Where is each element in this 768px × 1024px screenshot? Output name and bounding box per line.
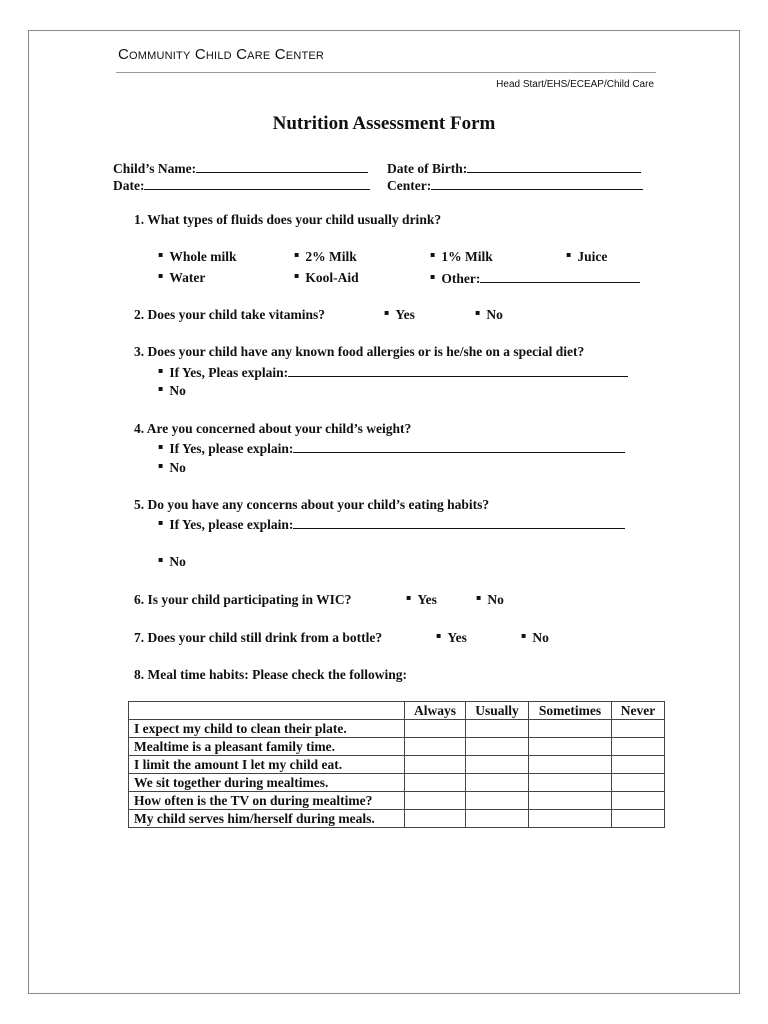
programs-line: Head Start/EHS/ECEAP/Child Care: [496, 79, 654, 90]
q6-label: 6. Is your child participating in WIC?: [134, 592, 352, 607]
table-header-blank: [129, 702, 405, 720]
q5-explain-line[interactable]: [293, 516, 625, 529]
q4-explain-option[interactable]: ▪ If Yes, please explain:: [158, 440, 625, 457]
table-row: [129, 756, 665, 774]
q5-no-option[interactable]: ▪ No: [158, 554, 186, 569]
q6-no-option[interactable]: ▪ No: [476, 592, 504, 607]
q3-no-option[interactable]: ▪ No: [158, 383, 186, 398]
dob-field[interactable]: [387, 160, 641, 177]
q1-option-2pct-milk[interactable]: ▪ 2% Milk: [294, 249, 357, 264]
response-cell[interactable]: [612, 738, 665, 756]
response-cell[interactable]: [466, 774, 529, 792]
checkbox-icon[interactable]: ▪: [521, 631, 527, 640]
table-row: [129, 738, 665, 756]
childs-name-line[interactable]: [196, 160, 368, 173]
response-cell[interactable]: [405, 774, 466, 792]
table-header-row: [129, 702, 665, 720]
checkbox-icon[interactable]: ▪: [384, 308, 390, 317]
q1-option-water[interactable]: ▪ Water: [158, 270, 206, 285]
response-cell[interactable]: [466, 756, 529, 774]
q4-label: 4. Are you concerned about your child’s weight?: [134, 421, 412, 436]
q3-label: 3. Does your child have any known food allergies or is he/she on a special diet?: [134, 344, 585, 359]
q7-label: 7. Does your child still drink from a bottle?: [134, 630, 383, 645]
q4-explain-line[interactable]: [293, 440, 625, 453]
q2-label: 2. Does your child take vitamins?: [134, 307, 326, 322]
q5-label: 5. Do you have any concerns about your child’s eating habits?: [134, 497, 490, 512]
table-row: [129, 792, 665, 810]
center-line[interactable]: [431, 177, 643, 190]
childs-name-label: Child’s Name:: [113, 161, 197, 176]
table-row: [129, 720, 665, 738]
response-cell[interactable]: [529, 720, 612, 738]
center-field[interactable]: [387, 177, 643, 194]
response-cell[interactable]: [466, 810, 529, 828]
response-cell[interactable]: [612, 774, 665, 792]
q3-explain-line[interactable]: [288, 364, 628, 377]
dob-label: Date of Birth:: [387, 161, 468, 176]
checkbox-icon[interactable]: ▪: [294, 271, 300, 280]
childs-name-field[interactable]: [113, 160, 368, 177]
other-line[interactable]: [480, 270, 640, 283]
response-cell[interactable]: [466, 738, 529, 756]
response-cell[interactable]: [405, 720, 466, 738]
checkbox-icon[interactable]: ▪: [158, 366, 164, 375]
header-rule: [116, 72, 656, 73]
response-cell[interactable]: [612, 810, 665, 828]
row-label: I expect my child to clean their plate.: [129, 720, 405, 738]
row-label: How often is the TV on during mealtime?: [129, 792, 405, 810]
checkbox-icon[interactable]: ▪: [566, 250, 572, 259]
table-row: [129, 774, 665, 792]
q1-option-other[interactable]: ▪ Other:: [430, 270, 640, 287]
meal-habits-table: [128, 701, 665, 828]
checkbox-icon[interactable]: ▪: [476, 593, 482, 602]
table-row: [129, 810, 665, 828]
response-cell[interactable]: [529, 738, 612, 756]
response-cell[interactable]: [612, 756, 665, 774]
checkbox-icon[interactable]: ▪: [158, 384, 164, 393]
row-label: I limit the amount I let my child eat.: [129, 756, 405, 774]
checkbox-icon[interactable]: ▪: [294, 250, 300, 259]
response-cell[interactable]: [612, 720, 665, 738]
checkbox-icon[interactable]: ▪: [406, 593, 412, 602]
checkbox-icon[interactable]: ▪: [158, 461, 164, 470]
date-field[interactable]: [113, 177, 370, 194]
q1-option-kool-aid[interactable]: ▪ Kool-Aid: [294, 270, 359, 285]
center-label: Center:: [387, 178, 432, 193]
column-header-usually: Usually: [466, 702, 529, 720]
q2-no-option[interactable]: ▪ No: [475, 307, 503, 322]
q1-option-juice[interactable]: ▪ Juice: [566, 249, 608, 264]
org-name: Community Child Care Center: [118, 46, 325, 63]
q2-yes-option[interactable]: ▪ Yes: [384, 307, 415, 322]
date-line[interactable]: [144, 177, 370, 190]
q5-explain-option[interactable]: ▪ If Yes, please explain:: [158, 516, 625, 533]
checkbox-icon[interactable]: ▪: [430, 272, 436, 281]
response-cell[interactable]: [405, 810, 466, 828]
q6-yes-option[interactable]: ▪ Yes: [406, 592, 437, 607]
q8-label: 8. Meal time habits: Please check the following:: [134, 667, 407, 682]
response-cell[interactable]: [466, 792, 529, 810]
q7-yes-option[interactable]: ▪ Yes: [436, 630, 467, 645]
response-cell[interactable]: [405, 756, 466, 774]
response-cell[interactable]: [529, 810, 612, 828]
checkbox-icon[interactable]: ▪: [430, 250, 436, 259]
column-header-never: Never: [612, 702, 665, 720]
dob-line[interactable]: [467, 160, 641, 173]
response-cell[interactable]: [529, 774, 612, 792]
q1-label: 1. What types of fluids does your child usually drink?: [134, 212, 442, 227]
q7-no-option[interactable]: ▪ No: [521, 630, 549, 645]
date-label: Date:: [113, 178, 145, 193]
response-cell[interactable]: [405, 738, 466, 756]
checkbox-icon[interactable]: ▪: [475, 308, 481, 317]
q1-option-whole-milk[interactable]: ▪ Whole milk: [158, 249, 237, 264]
response-cell[interactable]: [612, 792, 665, 810]
row-label: We sit together during mealtimes.: [129, 774, 405, 792]
checkbox-icon[interactable]: ▪: [158, 442, 164, 451]
checkbox-icon[interactable]: ▪: [436, 631, 442, 640]
column-header-sometimes: Sometimes: [529, 702, 612, 720]
q1-option-1pct-milk[interactable]: ▪ 1% Milk: [430, 249, 493, 264]
response-cell[interactable]: [466, 720, 529, 738]
form-title: Nutrition Assessment Form: [272, 113, 496, 134]
column-header-always: Always: [405, 702, 466, 720]
response-cell[interactable]: [529, 792, 612, 810]
checkbox-icon[interactable]: ▪: [158, 271, 164, 280]
row-label: My child serves him/herself during meals.: [129, 810, 405, 828]
checkbox-icon[interactable]: ▪: [158, 555, 164, 564]
response-cell[interactable]: [405, 792, 466, 810]
row-label: Mealtime is a pleasant family time.: [129, 738, 405, 756]
checkbox-icon[interactable]: ▪: [158, 250, 164, 259]
q4-no-option[interactable]: ▪ No: [158, 460, 186, 475]
q3-explain-option[interactable]: ▪ If Yes, Pleas explain:: [158, 364, 628, 381]
checkbox-icon[interactable]: ▪: [158, 518, 164, 527]
response-cell[interactable]: [529, 756, 612, 774]
